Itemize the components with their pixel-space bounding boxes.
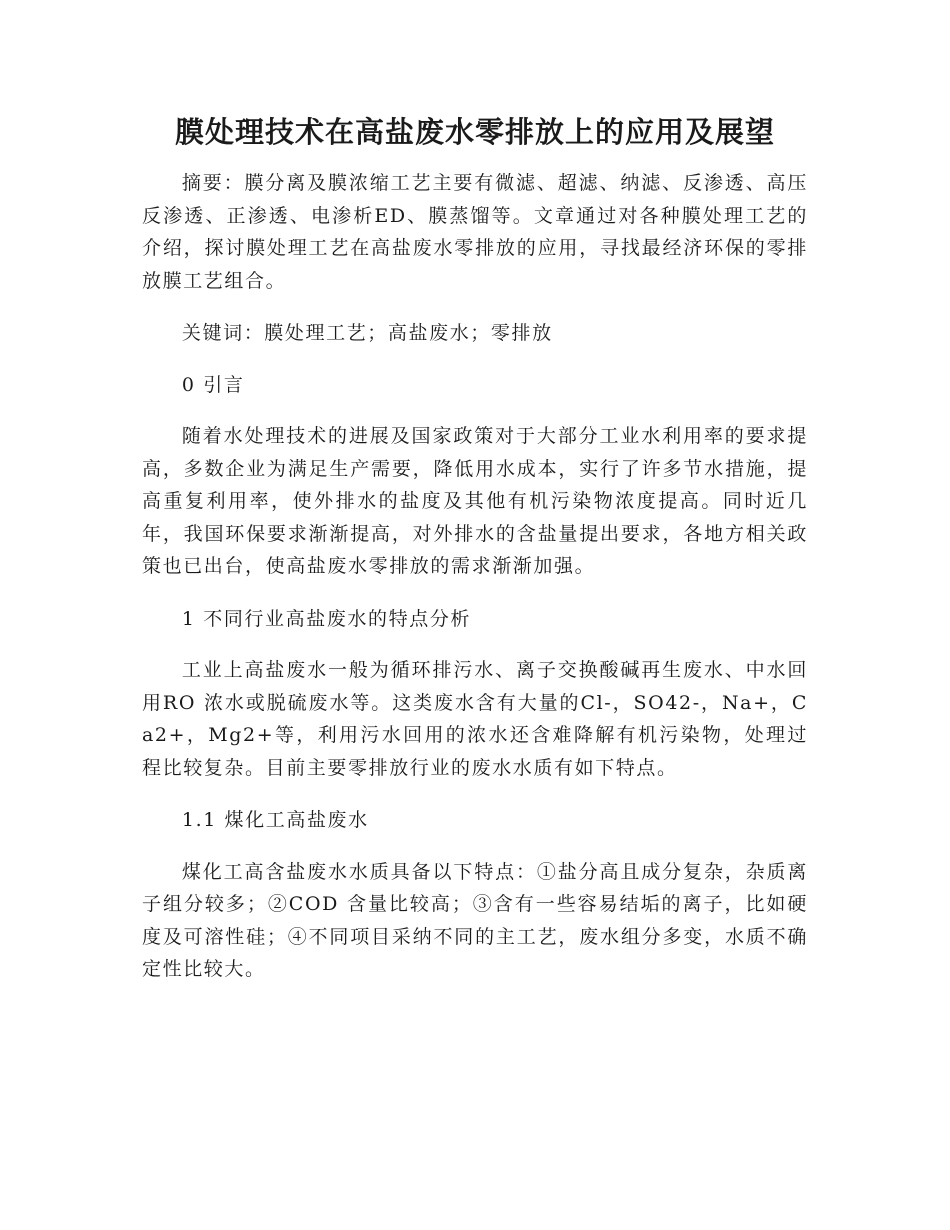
document-title: 膜处理技术在高盐废水零排放上的应用及展望 — [174, 115, 775, 149]
section-1-paragraph: 工业上高盐废水一般为循环排污水、离子交换酸碱再生废水、中水回用RO 浓水或脱硫废水等。这类废水含有大量的Cl-，SO42-，Na+，Ca2+，Mg2+等，利用污水回用的浓水还含难降解有机污染物，处理过程比较复杂。目前主要零排放行业的废水水质有如下特点。 — [142, 659, 808, 779]
keywords-line: 关键词：膜处理工艺；高盐废水；零排放 — [181, 322, 553, 344]
section-heading-1: 1 不同行业高盐废水的特点分析 — [181, 607, 472, 630]
section-heading-intro: 0 引言 — [181, 373, 245, 396]
section-heading-1-1: 1.1 煤化工高盐废水 — [181, 809, 369, 831]
section-1-1-paragraph: 煤化工高含盐废水水质具备以下特点：①盐分高且成分复杂，杂质离子组分较多；②COD 含量比较高；③含有一些容易结垢的离子，比如硬度及可溶性硅；④不同项目采纳不同的主工艺，废水组分多变，水质不确定性比较大。 — [142, 860, 808, 980]
intro-paragraph: 随着水处理技术的进展及国家政策对于大部分工业水利用率的要求提高，多数企业为满足生产需要，降低用水成本，实行了许多节水措施，提高重复利用率，使外排水的盐度及其他有机污染物浓度提高。同时近几年，我国环保要求渐渐提高，对外排水的含盐量提出要求，各地方相关政策也已出台，使高盐废水零排放的需求渐渐加强。 — [142, 425, 808, 577]
document-body — [142, 167, 808, 1006]
abstract-paragraph: 摘要：膜分离及膜浓缩工艺主要有微滤、超滤、纳滤、反渗透、高压反渗透、正渗透、电渗析ED、膜蒸馏等。文章通过对各种膜处理工艺的介绍，探讨膜处理工艺在高盐废水零排放的应用，寻找最经济环保的零排放膜工艺组合。 — [142, 172, 808, 292]
